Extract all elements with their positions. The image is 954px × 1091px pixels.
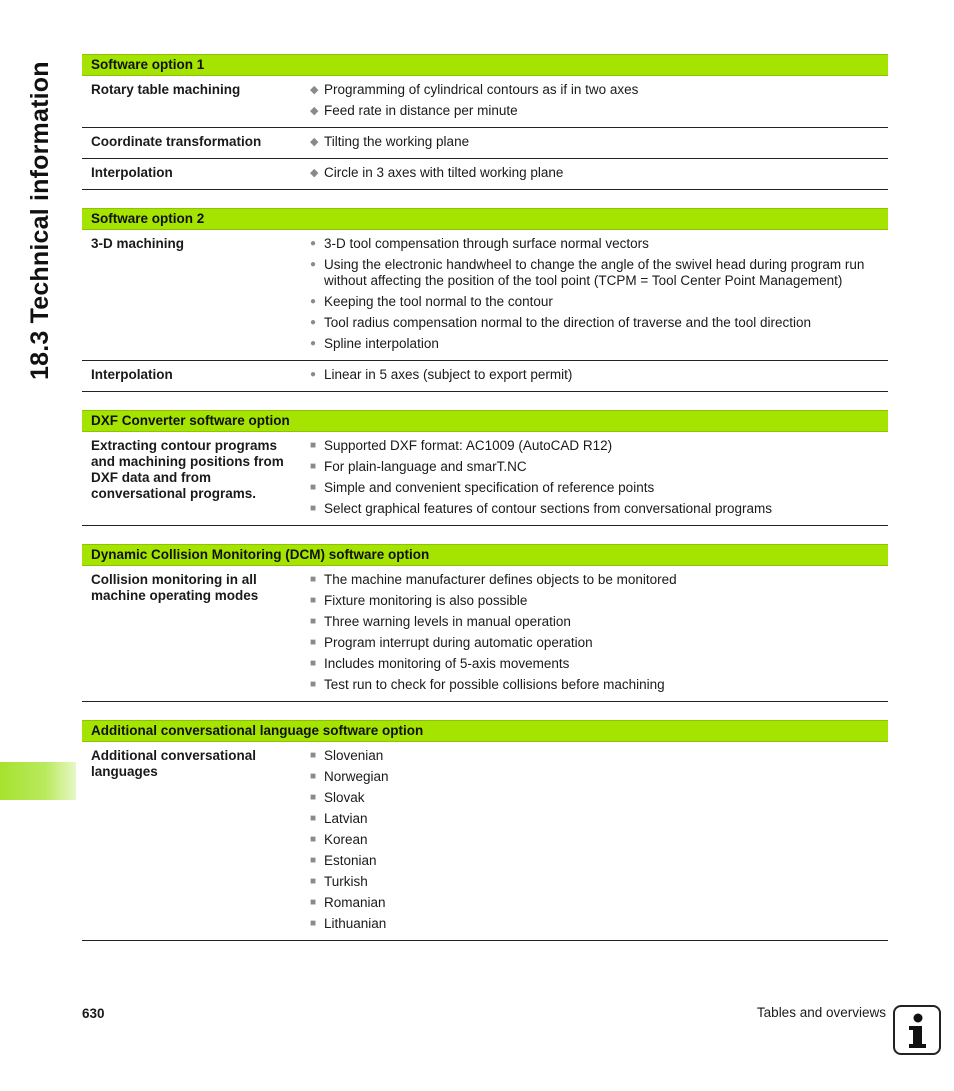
list-item: ◆ Circle in 3 axes with tilted working plane [310,165,888,181]
list-item: ◆ Feed rate in distance per minute [310,103,888,119]
feature-label: Interpolation [91,367,173,382]
list-item: ■ Fixture monitoring is also possible [310,593,888,609]
footer-chapter-name: Tables and overviews [756,1005,886,1020]
section-header: Additional conversational language software option [82,720,888,742]
feature-list [310,82,888,121]
list-item: ◆ Programming of cylindrical contours as if in two axes [310,82,888,98]
section-header: DXF Converter software option [82,410,888,432]
table-row [82,128,888,159]
list-item: ■ Estonian [310,853,888,869]
list-item: ■ Korean [310,832,888,848]
option-section [82,544,888,702]
list-item: ■ Program interrupt during automatic operation [310,635,888,651]
option-section [82,208,888,392]
table-row [82,566,888,702]
list-item: ■ Simple and convenient specification of reference points [310,480,888,496]
feature-label: Collision monitoring in all machine operating modes [91,572,259,603]
feature-list [310,134,888,152]
list-item: ■ Three warning levels in manual operation [310,614,888,630]
feature-list [310,572,888,695]
section-header: Dynamic Collision Monitoring (DCM) software option [82,544,888,566]
table-row [82,159,888,190]
list-item: ● Keeping the tool normal to the contour [310,294,888,310]
list-item: ■ Lithuanian [310,916,888,932]
list-item: ● 3-D tool compensation through surface normal vectors [310,236,888,252]
feature-label: Interpolation [91,165,173,180]
table-row [82,432,888,526]
chapter-tab-marker [0,762,76,800]
option-section [82,54,888,190]
list-item: ■ Supported DXF format: AC1009 (AutoCAD R12) [310,438,888,454]
list-item: ■ For plain-language and smarT.NC [310,459,888,475]
feature-list [310,748,888,934]
section-header: Software option 1 [82,54,888,76]
list-item: ■ Romanian [310,895,888,911]
side-chapter-title [26,50,62,380]
spec-tables [82,54,888,959]
feature-list [310,165,888,183]
option-section [82,720,888,941]
feature-label: Rotary table machining [91,82,241,97]
feature-label: Coordinate transformation [91,134,262,149]
feature-list [310,367,888,385]
list-item: ■ Slovenian [310,748,888,764]
section-header: Software option 2 [82,208,888,230]
info-icon [893,1005,941,1055]
table-row [82,230,888,361]
table-row [82,361,888,392]
list-item: ◆ Tilting the working plane [310,134,888,150]
list-item: ● Linear in 5 axes (subject to export permit) [310,367,888,383]
list-item: ● Spline interpolation [310,336,888,352]
list-item: ■ Includes monitoring of 5-axis movements [310,656,888,672]
list-item: ■ Latvian [310,811,888,827]
list-item: ■ Slovak [310,790,888,806]
side-title-text: 18.3 Technical information [26,61,54,380]
list-item: ■ Select graphical features of contour sections from conversational programs [310,501,888,517]
feature-list [310,236,888,354]
list-item: ■ Norwegian [310,769,888,785]
table-row [82,742,888,941]
list-item: ■ Test run to check for possible collisions before machining [310,677,888,693]
list-item: ■ The machine manufacturer defines objects to be monitored [310,572,888,588]
option-section [82,410,888,526]
list-item: ● Using the electronic handwheel to change the angle of the swivel head during program run without affecting the position of the tool point (TCPM = Tool Center Point Management) [310,257,888,289]
feature-label: Extracting contour programs and machining positions from DXF data and from conversational programs. [91,438,284,501]
feature-label: Additional conversational languages [91,748,257,779]
feature-list [310,438,888,519]
list-item: ■ Turkish [310,874,888,890]
feature-label: 3-D machining [91,236,185,251]
list-item: ● Tool radius compensation normal to the direction of traverse and the tool direction [310,315,888,331]
table-row [82,76,888,128]
page-number: 630 [82,1006,105,1021]
